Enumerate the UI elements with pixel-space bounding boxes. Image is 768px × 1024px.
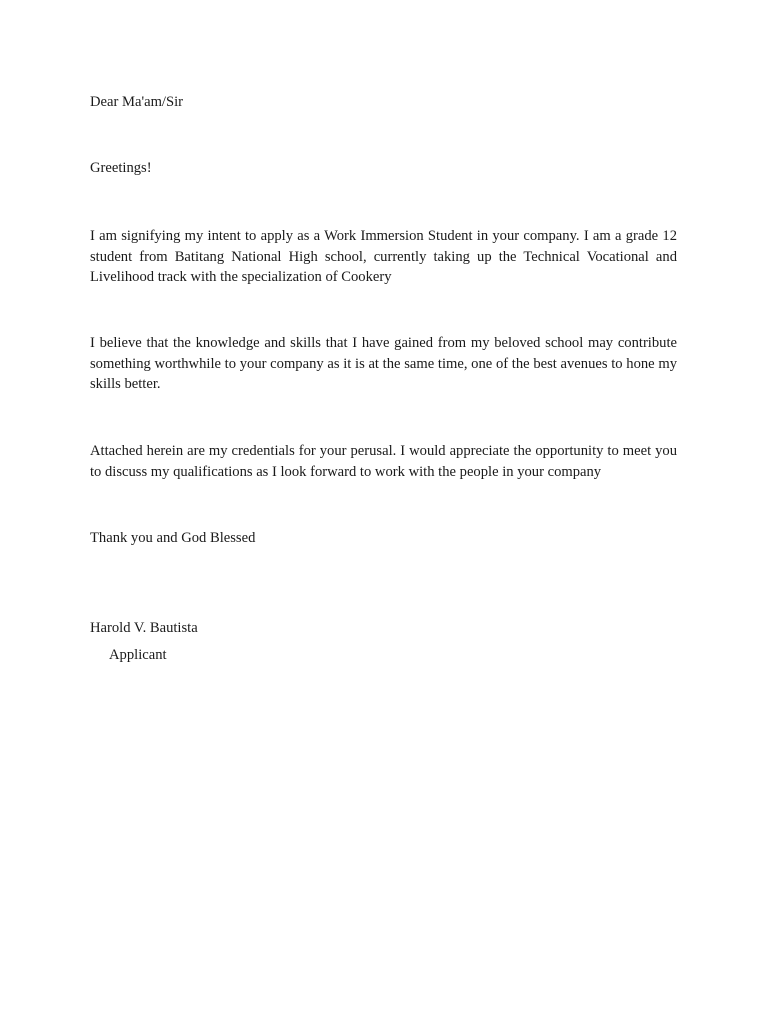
greeting: Greetings! (90, 160, 152, 176)
body-paragraph-skills: I believe that the knowledge and skills that I have gained from my beloved school may contribute something worthwhile to your company as it is at the same time, one of the best avenues to hone my skills better. (90, 335, 677, 392)
body-paragraph-intent: I am signifying my intent to apply as a Work Immersion Student in your company. I am a grade 12 student from Batitang National High school, currently taking up the Technical Vocational and Livelihood track with the specialization of Cookery (90, 228, 677, 285)
body-paragraph-credentials: Attached herein are my credentials for your perusal. I would appreciate the opportunity to meet you to discuss my qualifications as I look forward to work with the people in your company (90, 443, 677, 480)
salutation: Dear Ma'am/Sir (90, 94, 183, 110)
closing: Thank you and God Blessed (90, 530, 256, 546)
signer-name: Harold V. Bautista (90, 620, 198, 636)
signer-role: Applicant (109, 647, 167, 663)
